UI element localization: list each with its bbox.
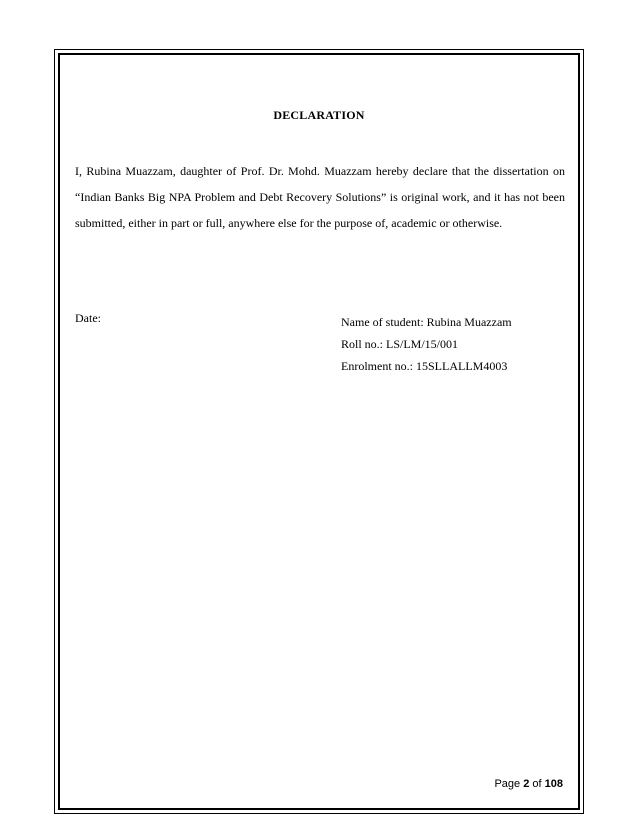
student-name: Name of student: Rubina Muazzam xyxy=(341,315,512,329)
roll-number: Roll no.: LS/LM/15/001 xyxy=(341,337,459,351)
footer-of-word: of xyxy=(532,778,542,790)
declaration-paragraph: I, Rubina Muazzam, daughter of Prof. Dr. Mohd. Muazzam hereby declare that the dissertation on “Indian Banks Big NPA Problem and Debt Recovery Solutions” is original work, and it has not been submitted, either in part or full, anywhere else for the purpose of, academic or otherwise. xyxy=(75,164,565,230)
enrolment-number: Enrolment no.: 15SLLALLM4003 xyxy=(341,359,508,373)
footer-page-word: Page xyxy=(494,778,521,790)
footer-total-pages: 108 xyxy=(544,778,563,790)
footer-current-page: 2 xyxy=(523,778,530,790)
student-details xyxy=(341,311,512,377)
page-title: DECLARATION xyxy=(273,108,365,122)
page-footer xyxy=(494,778,563,790)
date-label: Date: xyxy=(75,311,101,325)
